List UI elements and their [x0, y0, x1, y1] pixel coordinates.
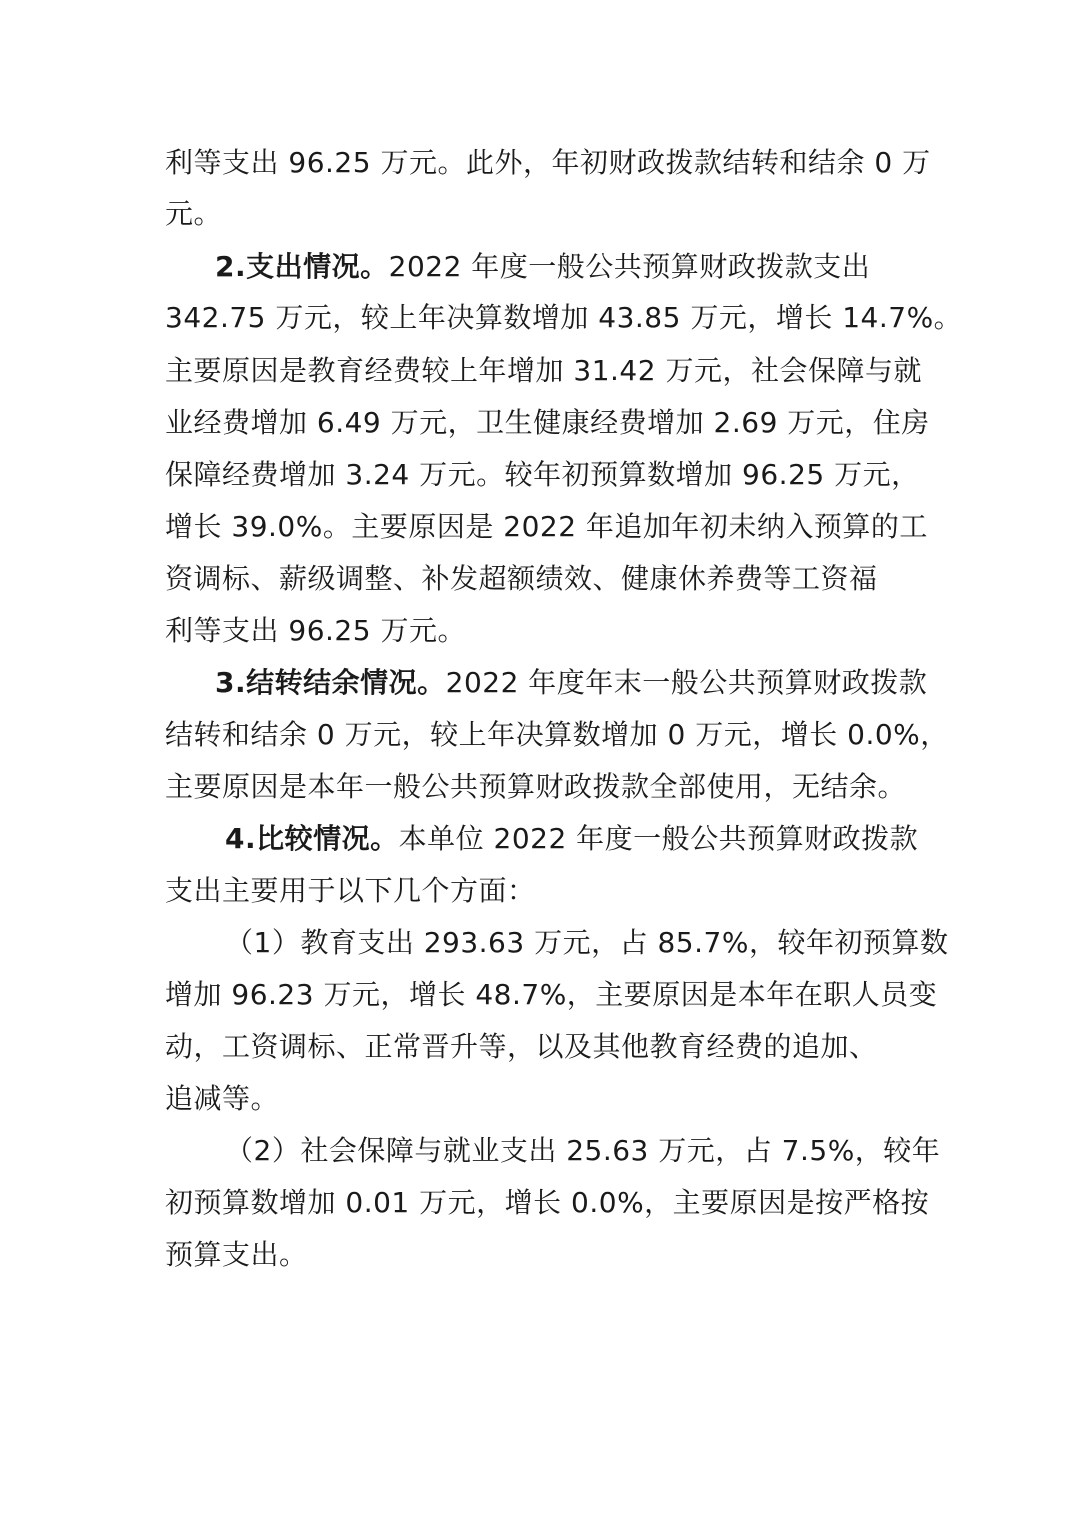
text-line: 预算支出。: [165, 1238, 308, 1271]
text-line: 增加 96.23 万元，增长 48.7%，主要原因是本年在职人员变: [165, 978, 938, 1011]
paragraph-expenditure: [215, 250, 870, 284]
text-line: 初预算数增加 0.01 万元，增长 0.0%，主要原因是按严格按: [165, 1186, 930, 1219]
text-line: 增长 39.0%。主要原因是 2022 年追加年初未纳入预算的工: [165, 510, 928, 543]
text-line: 结转和结余 0 万元，较上年决算数增加 0 万元，增长 0.0%，: [165, 718, 949, 751]
text-line: 动，工资调标、正常晋升等，以及其他教育经费的追加、: [165, 1030, 878, 1063]
text-line: 利等支出 96.25 万元。此外，年初财政拨款结转和结余 0 万: [165, 146, 931, 179]
section-heading-comparison: 4.比较情况。: [225, 822, 399, 855]
text-line: 主要原因是本年一般公共预算财政拨款全部使用，无结余。: [165, 770, 907, 803]
text-line: 2022 年度一般公共预算财政拨款支出: [388, 250, 871, 283]
text-line: 保障经费增加 3.24 万元。较年初预算数增加 96.25 万元，: [165, 458, 920, 491]
text-line: 利等支出 96.25 万元。: [165, 614, 466, 647]
text-line: 342.75 万元，较上年决算数增加 43.85 万元，增长 14.7%。: [165, 301, 963, 334]
text-line: 2022 年度年末一般公共预算财政拨款: [445, 666, 928, 699]
list-item-education: （1）教育支出 293.63 万元，占 85.7%，较年初预算数: [225, 926, 949, 959]
text-line: 追减等。: [165, 1082, 280, 1115]
text-line: 资调标、薪级调整、补发超额绩效、健康休养费等工资福: [165, 562, 878, 595]
paragraph-comparison: [225, 822, 918, 856]
section-heading-carryover: 3.结转结余情况。: [215, 666, 446, 699]
text-line: 主要原因是教育经费较上年增加 31.42 万元，社会保障与就: [165, 354, 922, 387]
text-line: 元。: [165, 197, 223, 230]
section-heading-expenditure: 2.支出情况。: [215, 250, 389, 283]
paragraph-carryover: [215, 666, 927, 700]
text-line: 支出主要用于以下几个方面：: [165, 874, 536, 907]
list-item-social-security: （2）社会保障与就业支出 25.63 万元，占 7.5%，较年: [225, 1134, 941, 1167]
text-line: 本单位 2022 年度一般公共预算财政拨款: [398, 822, 919, 855]
text-line: 业经费增加 6.49 万元，卫生健康经费增加 2.69 万元，住房: [165, 406, 930, 439]
